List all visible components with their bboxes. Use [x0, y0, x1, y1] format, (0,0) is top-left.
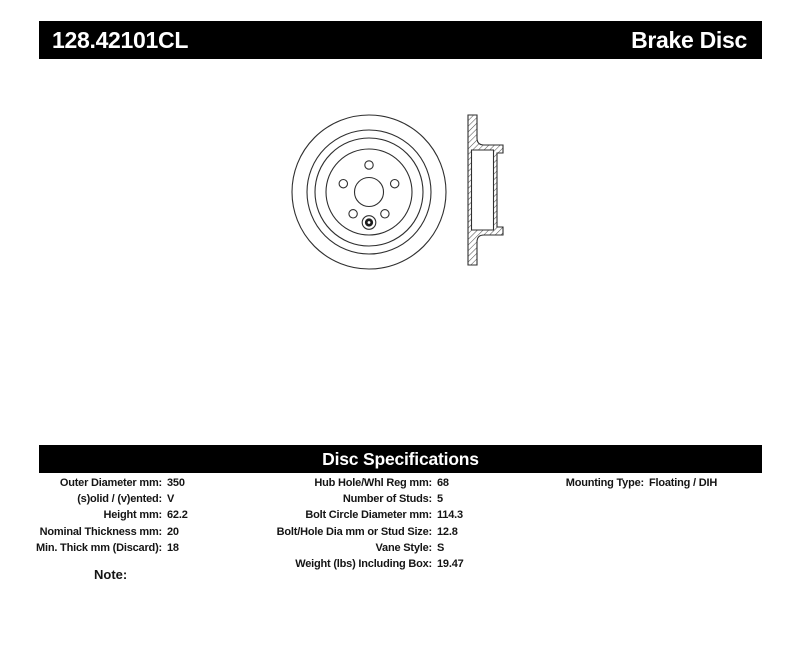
- cross-section-profile: [468, 115, 503, 265]
- spec-value: 19.47: [437, 558, 464, 571]
- spec-value: V: [167, 493, 175, 506]
- spec-label: Vane Style:: [375, 541, 432, 554]
- spec-label: Bolt Circle Diameter mm:: [305, 509, 432, 522]
- spec-value: 62.2: [167, 509, 188, 522]
- spec-label: Nominal Thickness mm:: [39, 525, 162, 538]
- spec-column-left: [30, 475, 265, 556]
- spec-label: Hub Hole/Whl Reg mm:: [314, 477, 432, 489]
- part-number: 128.42101CL: [52, 26, 189, 53]
- spec-row: [30, 491, 265, 507]
- note-label: Note:: [94, 567, 128, 582]
- hub-bore-circle: [355, 178, 384, 207]
- spec-value: Floating / DIH: [649, 477, 718, 489]
- spec-row: [240, 556, 555, 572]
- spec-value: 114.3: [437, 509, 463, 522]
- spec-row: [240, 540, 555, 556]
- header-bar: [39, 21, 762, 59]
- spec-row: [240, 507, 555, 523]
- spec-row: [240, 524, 555, 540]
- stud-hole: [339, 180, 347, 188]
- spec-column-middle: [240, 475, 555, 572]
- spec-row: [240, 475, 555, 491]
- spec-label: Min. Thick mm (Discard):: [36, 541, 162, 554]
- brake-disc-side-section-view: [468, 115, 503, 265]
- spec-row: [30, 524, 265, 540]
- spec-label: Outer Diameter mm:: [59, 477, 162, 489]
- spec-value: 350: [167, 477, 185, 489]
- spec-label: Number of Studs:: [342, 493, 432, 506]
- stud-hole: [391, 180, 399, 188]
- spec-value: 20: [167, 525, 179, 538]
- spec-label: Height mm:: [103, 509, 162, 522]
- spec-value: S: [437, 541, 445, 554]
- spec-column-right: [510, 475, 762, 491]
- technical-drawing: [285, 100, 515, 280]
- brake-disc-drawing-svg: [285, 100, 515, 280]
- stud-hole: [365, 161, 373, 169]
- spec-value: 68: [437, 477, 449, 489]
- stud-hole: [381, 210, 389, 218]
- stud-hole: [349, 210, 357, 218]
- spec-row: [30, 475, 265, 491]
- spec-row: [30, 507, 265, 523]
- spec-label: Weight (lbs) Including Box:: [295, 558, 432, 571]
- spec-row: [30, 540, 265, 556]
- brake-disc-front-view: [292, 115, 446, 269]
- spec-row: [510, 475, 762, 491]
- spec-value: 18: [167, 541, 179, 554]
- spec-section-title: Disc Specifications: [322, 448, 479, 469]
- spec-row: [240, 491, 555, 507]
- set-screw-hole-center: [368, 221, 371, 224]
- spec-value: 12.8: [437, 525, 458, 538]
- spec-label: Bolt/Hole Dia mm or Stud Size:: [276, 525, 432, 538]
- spec-label: Mounting Type:: [565, 477, 644, 489]
- spec-label: (s)olid / (v)ented:: [77, 493, 162, 506]
- spec-value: 5: [437, 493, 443, 506]
- spec-section-header: [39, 445, 762, 473]
- product-title: Brake Disc: [631, 26, 747, 53]
